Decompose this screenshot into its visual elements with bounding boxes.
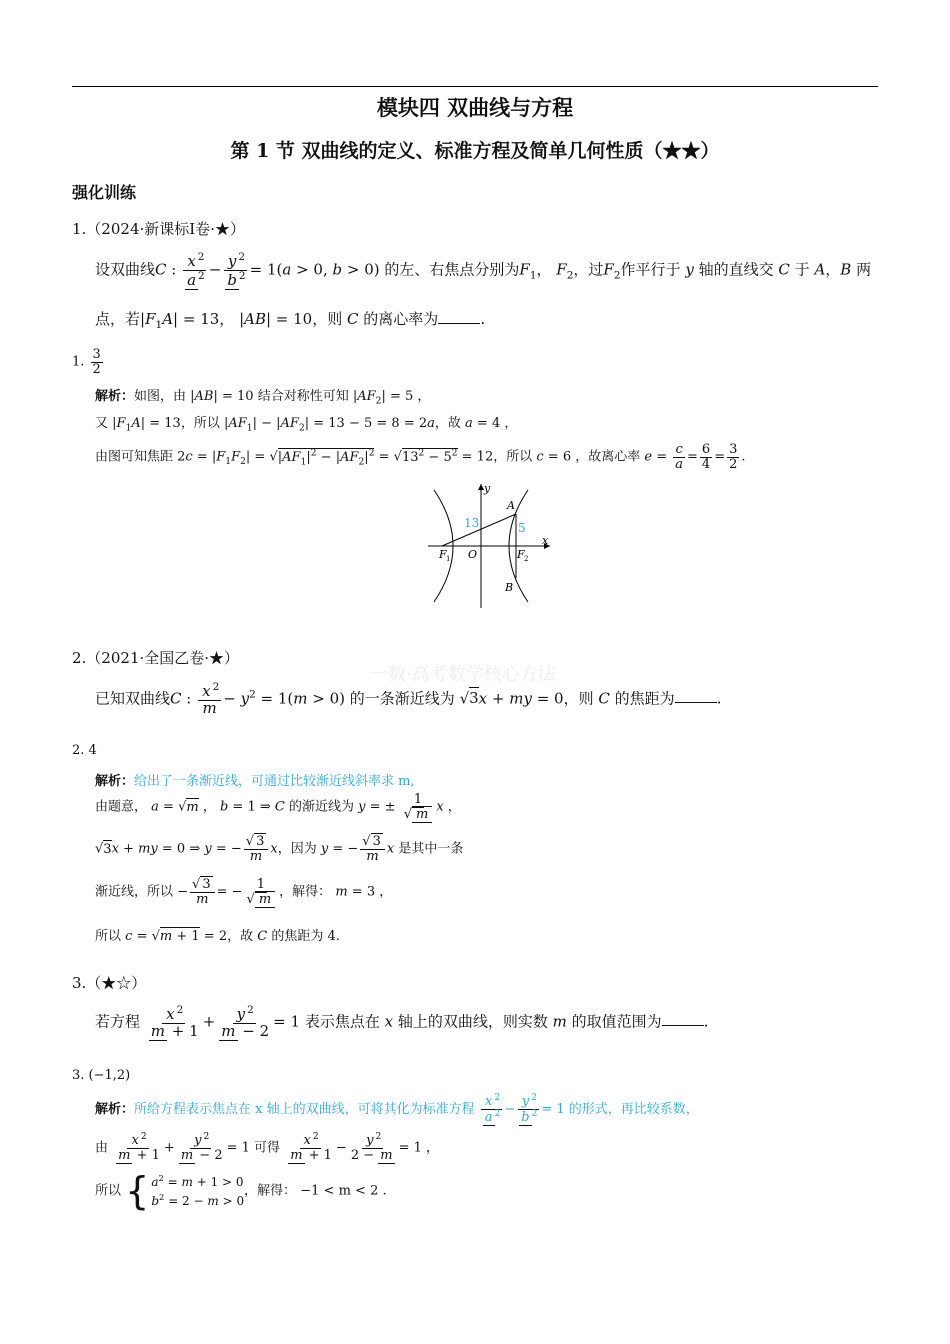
q1-sol1: 解析：如图，由 |AB| = 10 结合对称性可知 $|AF_2| = 5$ ， (95, 389, 431, 407)
label-o: O (468, 548, 478, 561)
q3-answer: 3. (−1,2) (72, 1068, 131, 1083)
watermark: 一数·高考数学核心方法 (370, 664, 556, 685)
q2-sol3: 渐近线，所以 − $\frac{√ 3}{m}$ = − $\frac{1}{√ m}$ ，解得： m = 3 ， (95, 877, 393, 907)
q3-sol1: 由 $\frac{x ^2}{m + 1}$ + $\frac{y ^2}{m - 2}$ = 1 可得 $\frac{x ^2}{m + 1}$ − $\frac{y ^2}{2 - m}$ = 1 ， (95, 1132, 440, 1163)
q2-line: 已知双曲线C : $\frac{x ^2}{m}$ − $y^2 = 1(m > 0)$ 的一条渐近线为 √3x + my = 0，则 C 的焦距为 . (95, 681, 722, 717)
q1-sol2: 又 $|F_1A| = 13$，所以 $|AF_1| - |AF_2| = 13 - 5 = 8 = 2a$，故 a = 4 ， (95, 416, 518, 434)
section-title: 第 1 节 双曲线的定义、标准方程及简单几何性质（★★） (230, 140, 720, 162)
q2-sol4: 所以 c = √m + 1 = 2，故 C 的焦距为 4. (95, 929, 340, 944)
label-f1-sub: 1 (446, 555, 451, 563)
q2-sol1: 由题意， a = √m ， b = 1 ⇒ C 的渐近线为 y = ± $\frac{1}{√ m}$ x ， (95, 792, 461, 822)
q3-head: 3.（★☆） (72, 974, 147, 992)
answer-blank (675, 690, 717, 703)
subsection-title: 强化训练 (72, 183, 137, 202)
q1-answer: 1. $\frac{3}{2}$ (72, 347, 101, 377)
label-5: 5 (518, 521, 526, 535)
hyperbola-figure (420, 480, 555, 610)
answer-blank (662, 1013, 704, 1026)
label-y: y (484, 482, 491, 495)
q2-head: 2.（2021·全国乙卷·★） (72, 649, 240, 667)
answer-blank (438, 311, 480, 324)
q2-answer: 2. 4 (72, 743, 97, 758)
label-f1: F (439, 548, 447, 561)
inequality-system: { $a^2 = m + 1 > 0$ $b^2 = 2 - m > 0$ (125, 1169, 245, 1213)
label-f2-sub: 2 (524, 555, 529, 563)
q1-sol3: 由图可知焦距 $2c = |F_1F_2| = √|AF_1|^2 - |AF_2|^2 = √13^2 - 5^2 = 12$，所以 c = 6 ，故离心率 e = $\frac{c}{a}$ = $\frac{6}{4}$ = $\frac{3}{2}$ . (95, 442, 746, 472)
top-rule (72, 86, 878, 87)
q1-line2: 点，若$|F_1A| = 13$， |AB| = 10，则 C 的离心率为 . (95, 310, 486, 331)
q3-hint: 解析：所给方程表示焦点在 x 轴上的双曲线，可将其化为标准方程 $\frac{x ^2}{a ^2}$ − $\frac{y ^2}{b ^2}$ = 1 的形式，再比较系数， (95, 1093, 699, 1126)
q3-line: 若方程 $\frac{x ^2}{m + 1}$ + $\frac{y ^2}{m - 2}$ = 1 表示焦点在 x 轴上的双曲线，则实数 m 的取值范围为 . (95, 1004, 709, 1040)
q3-sol2: 所以 { $a^2 = m + 1 > 0$ $b^2 = 2 - m > 0$ ，解得： −1 < m < 2 . (95, 1169, 387, 1213)
q1-line1: 设双曲线C : $\frac{x ^2}{a ^2}$ − $\frac{y ^2}{b ^2}$ = 1(a > 0, b > 0) 的左、右焦点分别为$F_1$， $F_2$，过$F_2$作平行于 y 轴的直线交 C 于 A，B 两 (95, 251, 872, 289)
q2-sol2: √3x + my = 0 ⇒ y = − $\frac{√ 3}{m}$ x，因为 y = − $\frac{√ 3}{m}$ x 是其中一条 (95, 834, 464, 864)
label-b: B (505, 581, 514, 594)
module-title: 模块四 双曲线与方程 (376, 95, 574, 120)
q1-head: 1.（2024·新课标Ⅰ卷·★） (72, 220, 245, 238)
label-x: x (542, 534, 549, 547)
label-f2: F (517, 548, 525, 561)
q2-hint: 解析：给出了一条渐近线，可通过比较渐近线斜率求 m, (95, 774, 415, 789)
label-13: 13 (464, 516, 480, 530)
label-a: A (507, 499, 515, 512)
